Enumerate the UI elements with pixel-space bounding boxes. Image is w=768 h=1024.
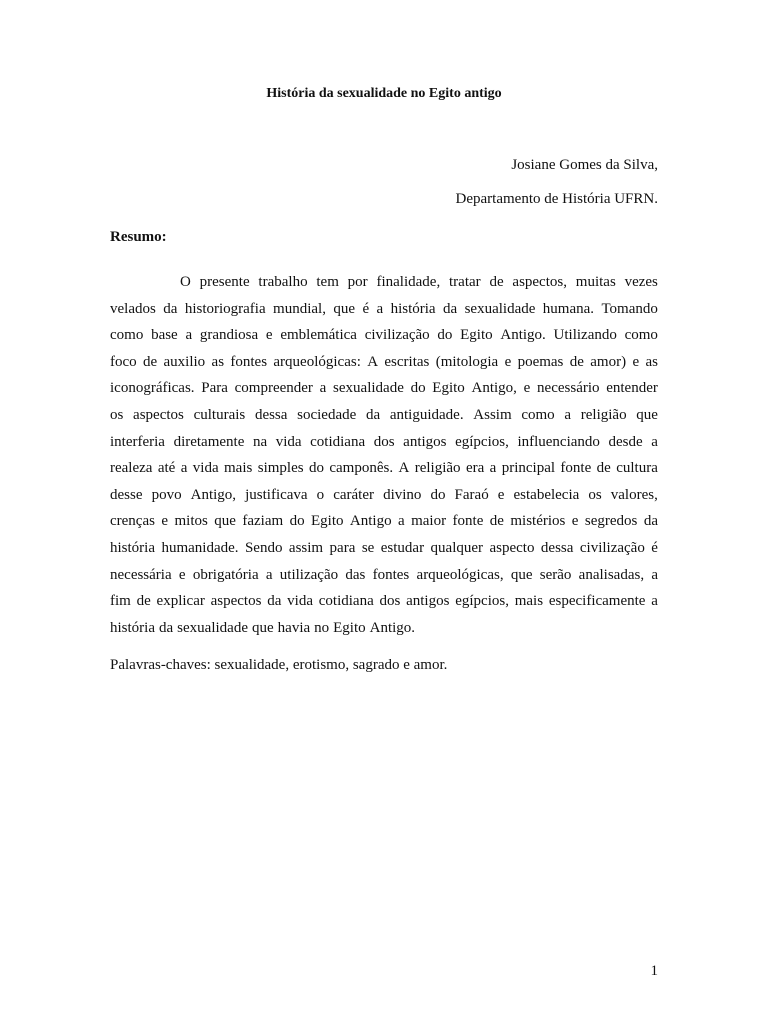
abstract-body bbox=[110, 269, 658, 641]
abstract-heading: Resumo: bbox=[110, 229, 167, 245]
abstract-line: necessária e obrigatória a utilização das fontes arqueológicas, que serão analisadas, a bbox=[110, 566, 658, 583]
abstract-line: desse povo Antigo, justificava o caráter divino do Faraó e estabelecia os valores, bbox=[110, 486, 658, 503]
abstract-line: como base a grandiosa e emblemática civilização do Egito Antigo. Utilizando como bbox=[110, 327, 658, 344]
abstract-line: iconográficas. Para compreender a sexualidade do Egito Antigo, e necessário entender bbox=[110, 380, 658, 397]
author-affiliation: Departamento de História UFRN. bbox=[455, 191, 658, 207]
abstract-line: os aspectos culturais dessa sociedade da antiguidade. Assim como a religião que bbox=[110, 406, 658, 423]
abstract-line: velados da historiografia mundial, que é a história da sexualidade humana. Tomando bbox=[110, 300, 658, 317]
abstract-line: realeza até a vida mais simples do camponês. A religião era a principal fonte de cultura bbox=[110, 460, 658, 477]
keywords: Palavras-chaves: sexualidade, erotismo, sagrado e amor. bbox=[110, 657, 448, 673]
document-title: História da sexualidade no Egito antigo bbox=[266, 86, 502, 101]
author-name: Josiane Gomes da Silva, bbox=[511, 157, 658, 173]
abstract-line: foco de auxilio as fontes arqueológicas: A escritas (mitologia e poemas de amor) e as bbox=[110, 353, 658, 370]
abstract-line: história humanidade. Sendo assim para se estudar qualquer aspecto dessa civilização é bbox=[110, 539, 658, 556]
abstract-line: interferia diretamente na vida cotidiana dos antigos egípcios, influenciando desde a bbox=[110, 433, 658, 450]
abstract-line: história da sexualidade que havia no Egito Antigo. bbox=[110, 619, 416, 636]
abstract-line: crenças e mitos que faziam do Egito Antigo a maior fonte de mistérios e segredos da bbox=[110, 513, 658, 530]
page-number: 1 bbox=[650, 963, 658, 979]
abstract-line: O presente trabalho tem por finalidade, tratar de aspectos, muitas vezes bbox=[180, 274, 658, 290]
abstract-line: fim de explicar aspectos da vida cotidiana dos antigos egípcios, mais especificamente a bbox=[110, 593, 658, 610]
